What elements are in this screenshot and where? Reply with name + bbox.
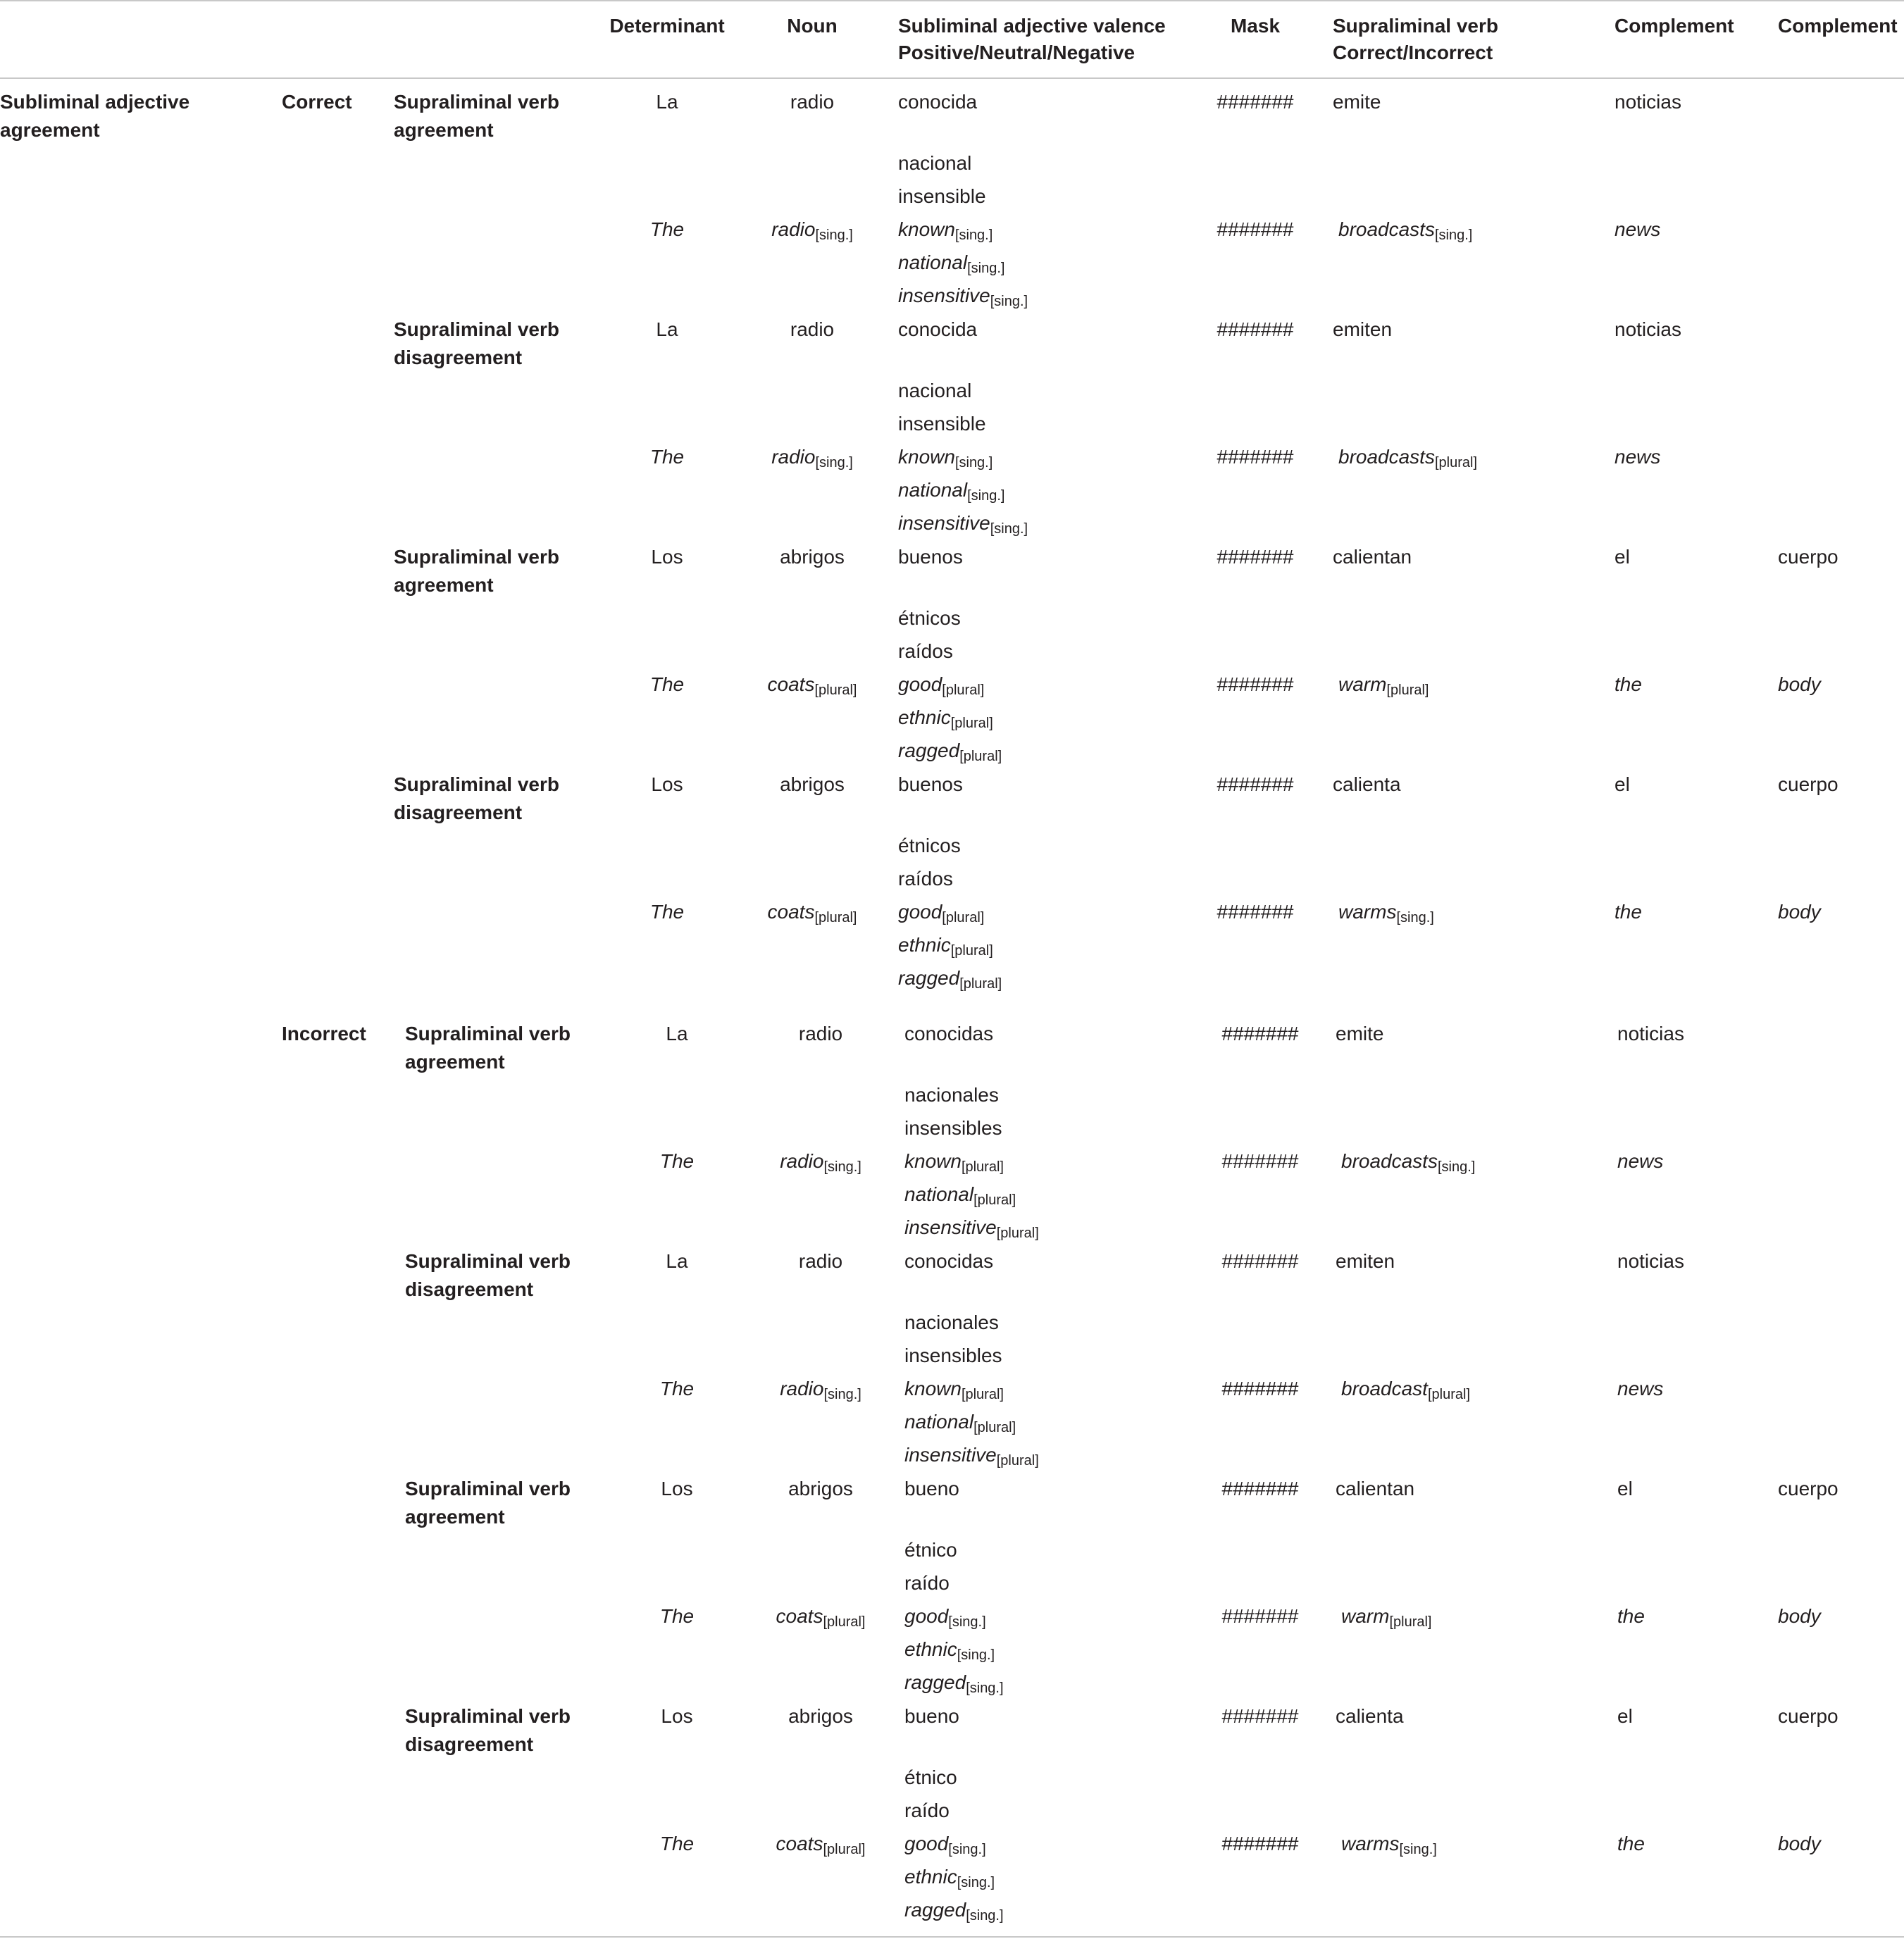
header-valence-line1: Subliminal adjective valence bbox=[898, 15, 1166, 37]
mask: ####### bbox=[1221, 1833, 1299, 1854]
table-bottom-rule bbox=[0, 1936, 1904, 1938]
english-verb-word: warms$_{[sing.]}$ bbox=[1341, 1833, 1437, 1857]
english-noun bbox=[771, 445, 853, 469]
spanish-adjective: étnico bbox=[904, 1766, 957, 1788]
spanish-adjective: conocida bbox=[898, 318, 978, 340]
spanish-adjective: nacional bbox=[898, 152, 972, 174]
spanish-adjective: insensible bbox=[898, 413, 986, 435]
spanish-complement-1: el bbox=[1617, 1705, 1633, 1727]
spanish-adjective: étnicos bbox=[898, 835, 961, 856]
condition-label-line1: Supraliminal verb bbox=[394, 318, 559, 340]
condition-label-line2: agreement bbox=[405, 1506, 505, 1528]
english-adjective-word: ragged$_{[plural]}$ bbox=[898, 740, 1002, 764]
mask: ####### bbox=[1217, 318, 1294, 340]
english-complement-1: news bbox=[1614, 218, 1661, 240]
condition-label-line2: agreement bbox=[405, 1051, 505, 1073]
english-complement-1: news bbox=[1614, 446, 1661, 468]
mask: ####### bbox=[1217, 218, 1294, 240]
table-top-rule bbox=[0, 0, 1904, 1]
english-adjective-word: insensitive$_{[plural]}$ bbox=[904, 1444, 1039, 1468]
spanish-adjective: bueno bbox=[904, 1478, 959, 1499]
spanish-complement-1: el bbox=[1614, 546, 1630, 568]
english-complement-1: the bbox=[1614, 901, 1642, 923]
spanish-adjective: nacionales bbox=[904, 1311, 999, 1333]
english-verb bbox=[1338, 445, 1477, 469]
spanish-adjective: buenos bbox=[898, 546, 963, 568]
spanish-noun: abrigos bbox=[788, 1705, 853, 1727]
english-adjective-word: ragged$_{[plural]}$ bbox=[898, 967, 1002, 992]
english-determinant: The bbox=[659, 1605, 695, 1627]
english-verb-grammar-tag: [sing.] bbox=[1434, 227, 1473, 243]
row-label-line2: agreement bbox=[0, 119, 100, 141]
spanish-complement-1: el bbox=[1617, 1478, 1633, 1499]
spanish-determinant: La bbox=[666, 1023, 688, 1045]
english-complement-1: news bbox=[1617, 1378, 1664, 1399]
spanish-adjective: insensible bbox=[898, 185, 986, 207]
english-noun-grammar-tag: [sing.] bbox=[823, 1387, 861, 1402]
mask: ####### bbox=[1221, 1378, 1299, 1399]
spanish-adjective: raídos bbox=[898, 868, 953, 890]
spanish-verb: calientan bbox=[1336, 1478, 1415, 1499]
spanish-adjective: buenos bbox=[898, 773, 963, 795]
spanish-verb: calienta bbox=[1333, 773, 1401, 795]
english-verb-word: broadcasts$_{[sing.]}$ bbox=[1341, 1150, 1476, 1175]
english-verb-word: warm$_{[plural]}$ bbox=[1341, 1605, 1432, 1630]
condition-label-line1: Supraliminal verb bbox=[394, 773, 559, 795]
english-noun bbox=[780, 1377, 861, 1401]
english-complement-2: body bbox=[1778, 1605, 1821, 1627]
spanish-verb: emite bbox=[1333, 91, 1381, 113]
english-noun bbox=[776, 1832, 866, 1856]
english-adjective-grammar-tag: [plural] bbox=[942, 910, 985, 925]
english-adjective-grammar-tag: [sing.] bbox=[990, 294, 1028, 309]
english-adjective-word: known$_{[plural]}$ bbox=[904, 1150, 1004, 1175]
english-adjective-word: known$_{[sing.]}$ bbox=[898, 446, 993, 470]
spanish-adjective: nacionales bbox=[904, 1084, 999, 1106]
spanish-determinant: Los bbox=[651, 773, 683, 795]
english-adjective-grammar-tag: [sing.] bbox=[954, 227, 993, 243]
spanish-adjective: conocidas bbox=[904, 1023, 994, 1045]
english-noun-grammar-tag: [sing.] bbox=[823, 1159, 861, 1175]
spanish-verb: calientan bbox=[1333, 546, 1412, 568]
spanish-complement-2: cuerpo bbox=[1778, 546, 1838, 568]
english-adjective-grammar-tag: [plural] bbox=[996, 1453, 1039, 1468]
english-verb bbox=[1341, 1149, 1475, 1173]
english-adjective-grammar-tag: [sing.] bbox=[948, 1842, 986, 1857]
english-adjective-grammar-tag: [plural] bbox=[950, 943, 993, 959]
english-adjective-word: good$_{[sing.]}$ bbox=[904, 1605, 986, 1630]
english-determinant: The bbox=[649, 673, 685, 695]
english-adjective-word: insensitive$_{[sing.]}$ bbox=[898, 285, 1028, 309]
english-determinant: The bbox=[659, 1378, 695, 1399]
english-adjective bbox=[904, 1898, 1004, 1922]
spanish-adjective: étnico bbox=[904, 1539, 957, 1561]
english-noun-grammar-tag: [plural] bbox=[823, 1842, 866, 1857]
english-adjective-word: ethnic$_{[plural]}$ bbox=[898, 706, 993, 731]
english-adjective bbox=[904, 1865, 995, 1889]
english-adjective-grammar-tag: [plural] bbox=[973, 1420, 1016, 1435]
english-adjective bbox=[898, 284, 1028, 308]
spanish-adjective: raído bbox=[904, 1800, 950, 1821]
english-adjective bbox=[898, 966, 1002, 990]
english-complement-1: the bbox=[1617, 1605, 1645, 1627]
english-adjective bbox=[904, 1604, 986, 1628]
english-verb-grammar-tag: [sing.] bbox=[1399, 1842, 1437, 1857]
english-adjective bbox=[904, 1671, 1004, 1695]
english-noun-word: coats$_{[plural]}$ bbox=[767, 901, 857, 925]
row-label-line1: Subliminal adjective bbox=[0, 91, 190, 113]
mask: ####### bbox=[1221, 1250, 1299, 1272]
spanish-determinant: La bbox=[656, 91, 678, 113]
english-adjective-word: ethnic$_{[sing.]}$ bbox=[904, 1638, 995, 1663]
spanish-complement-1: noticias bbox=[1617, 1250, 1684, 1272]
english-complement-2: body bbox=[1778, 901, 1821, 923]
spanish-verb: emiten bbox=[1333, 318, 1393, 340]
spanish-noun: radio bbox=[790, 318, 835, 340]
english-adjective bbox=[898, 218, 993, 242]
english-noun-word: radio$_{[sing.]}$ bbox=[771, 446, 853, 470]
english-noun-word: radio$_{[sing.]}$ bbox=[780, 1150, 861, 1175]
condition-label-line1: Supraliminal verb bbox=[405, 1478, 571, 1499]
english-verb bbox=[1341, 1832, 1437, 1856]
header-bottom-rule bbox=[0, 77, 1904, 79]
condition-label-line1: Supraliminal verb bbox=[405, 1250, 571, 1272]
english-noun-grammar-tag: [sing.] bbox=[815, 455, 853, 470]
english-adjective-grammar-tag: [sing.] bbox=[954, 455, 993, 470]
english-adjective-grammar-tag: [sing.] bbox=[957, 1875, 995, 1890]
spanish-complement-2: cuerpo bbox=[1778, 1478, 1838, 1499]
mask: ####### bbox=[1221, 1150, 1299, 1172]
english-adjective-word: good$_{[plural]}$ bbox=[898, 673, 985, 698]
english-adjective-word: national$_{[sing.]}$ bbox=[898, 251, 1005, 276]
english-adjective bbox=[904, 1638, 995, 1661]
spanish-adjective: insensibles bbox=[904, 1345, 1002, 1366]
english-noun bbox=[768, 673, 857, 697]
mask: ####### bbox=[1221, 1705, 1299, 1727]
english-noun-grammar-tag: [plural] bbox=[814, 910, 857, 925]
header-mask: Mask bbox=[1230, 15, 1281, 37]
header-complement-1: Complement bbox=[1614, 15, 1734, 37]
condition-label-line2: disagreement bbox=[405, 1733, 534, 1755]
english-verb bbox=[1338, 900, 1434, 924]
english-determinant: The bbox=[649, 218, 685, 240]
header-complement-2: Complement bbox=[1778, 15, 1898, 37]
english-adjective bbox=[904, 1443, 1039, 1467]
spanish-noun: abrigos bbox=[780, 546, 845, 568]
english-adjective bbox=[898, 445, 993, 469]
condition-label-line2: agreement bbox=[394, 574, 494, 596]
mask: ####### bbox=[1217, 446, 1294, 468]
english-adjective bbox=[898, 900, 984, 924]
spanish-complement-1: el bbox=[1614, 773, 1630, 795]
english-adjective bbox=[898, 511, 1028, 535]
english-adjective bbox=[904, 1377, 1004, 1401]
mask: ####### bbox=[1217, 673, 1294, 695]
mask: ####### bbox=[1221, 1023, 1299, 1045]
condition-label-line1: Supraliminal verb bbox=[394, 546, 559, 568]
spanish-determinant: Los bbox=[651, 546, 683, 568]
english-noun-word: coats$_{[plural]}$ bbox=[776, 1833, 866, 1857]
spanish-noun: abrigos bbox=[788, 1478, 853, 1499]
spanish-determinant: Los bbox=[661, 1478, 693, 1499]
english-adjective-grammar-tag: [plural] bbox=[959, 749, 1002, 764]
spanish-adjective: insensibles bbox=[904, 1117, 1002, 1139]
mask: ####### bbox=[1217, 901, 1294, 923]
spanish-determinant: La bbox=[666, 1250, 688, 1272]
english-noun bbox=[780, 1149, 861, 1173]
english-noun-word: coats$_{[plural]}$ bbox=[776, 1605, 866, 1630]
header-verb-line2: Correct/Incorrect bbox=[1333, 42, 1493, 63]
spanish-adjective: conocidas bbox=[904, 1250, 994, 1272]
spanish-adjective: étnicos bbox=[898, 607, 961, 629]
english-adjective-grammar-tag: [sing.] bbox=[948, 1614, 986, 1630]
condition-label-line1: Supraliminal verb bbox=[394, 91, 559, 113]
english-verb-grammar-tag: [plural] bbox=[1386, 682, 1429, 698]
english-adjective bbox=[898, 478, 1004, 502]
mask: ####### bbox=[1221, 1605, 1299, 1627]
condition-label-line2: disagreement bbox=[394, 802, 523, 823]
english-adjective-word: good$_{[plural]}$ bbox=[898, 901, 985, 925]
spanish-noun: radio bbox=[798, 1250, 843, 1272]
english-determinant: The bbox=[649, 446, 685, 468]
spanish-adjective: raídos bbox=[898, 640, 953, 662]
spanish-determinant: Los bbox=[661, 1705, 693, 1727]
english-adjective-grammar-tag: [sing.] bbox=[966, 1680, 1004, 1696]
spanish-complement-2: cuerpo bbox=[1778, 1705, 1838, 1727]
english-adjective-grammar-tag: [plural] bbox=[959, 976, 1002, 992]
english-complement-1: news bbox=[1617, 1150, 1664, 1172]
english-adjective bbox=[898, 706, 993, 730]
spanish-adjective: conocida bbox=[898, 91, 978, 113]
english-verb-grammar-tag: [plural] bbox=[1427, 1387, 1470, 1402]
english-noun-word: radio$_{[sing.]}$ bbox=[780, 1378, 861, 1402]
condition-label-line1: Supraliminal verb bbox=[405, 1023, 571, 1045]
spanish-verb: emite bbox=[1336, 1023, 1384, 1045]
mask: ####### bbox=[1217, 773, 1294, 795]
group-label: Incorrect bbox=[282, 1023, 366, 1045]
english-verb-grammar-tag: [sing.] bbox=[1396, 910, 1434, 925]
english-verb bbox=[1341, 1604, 1431, 1628]
condition-label-line2: disagreement bbox=[394, 347, 523, 368]
condition-label-line1: Supraliminal verb bbox=[405, 1705, 571, 1727]
english-adjective bbox=[904, 1832, 986, 1856]
english-adjective bbox=[898, 251, 1004, 275]
english-adjective-word: known$_{[plural]}$ bbox=[904, 1378, 1004, 1402]
english-adjective-word: good$_{[sing.]}$ bbox=[904, 1833, 986, 1857]
condition-label-line2: agreement bbox=[394, 119, 494, 141]
english-verb-grammar-tag: [plural] bbox=[1434, 455, 1477, 470]
english-adjective bbox=[904, 1216, 1039, 1240]
spanish-complement-1: noticias bbox=[1614, 91, 1681, 113]
spanish-determinant: La bbox=[656, 318, 678, 340]
english-adjective-grammar-tag: [plural] bbox=[996, 1226, 1039, 1241]
mask: ####### bbox=[1221, 1478, 1299, 1499]
english-verb-grammar-tag: [plural] bbox=[1389, 1614, 1432, 1630]
english-adjective-grammar-tag: [plural] bbox=[950, 716, 993, 731]
english-determinant: The bbox=[659, 1150, 695, 1172]
english-adjective bbox=[898, 933, 993, 957]
english-complement-1: the bbox=[1617, 1833, 1645, 1854]
english-noun bbox=[768, 900, 857, 924]
mask: ####### bbox=[1217, 91, 1294, 113]
english-noun bbox=[776, 1604, 866, 1628]
english-determinant: The bbox=[649, 901, 685, 923]
english-adjective-word: ethnic$_{[sing.]}$ bbox=[904, 1866, 995, 1890]
spanish-complement-1: noticias bbox=[1614, 318, 1681, 340]
english-noun-grammar-tag: [plural] bbox=[823, 1614, 866, 1630]
header-determinant: Determinant bbox=[609, 15, 725, 37]
english-adjective-word: insensitive$_{[sing.]}$ bbox=[898, 512, 1028, 537]
english-verb-word: broadcast$_{[plural]}$ bbox=[1341, 1378, 1470, 1402]
english-verb-grammar-tag: [sing.] bbox=[1437, 1159, 1476, 1175]
mask: ####### bbox=[1217, 546, 1294, 568]
spanish-complement-2: cuerpo bbox=[1778, 773, 1838, 795]
spanish-verb: emiten bbox=[1336, 1250, 1395, 1272]
english-verb-word: warm$_{[plural]}$ bbox=[1338, 673, 1429, 698]
spanish-adjective: bueno bbox=[904, 1705, 959, 1727]
header-verb-line1: Supraliminal verb bbox=[1333, 15, 1498, 37]
english-noun-grammar-tag: [sing.] bbox=[815, 227, 853, 243]
spanish-noun: radio bbox=[798, 1023, 843, 1045]
english-adjective-grammar-tag: [sing.] bbox=[990, 521, 1028, 537]
english-verb bbox=[1338, 673, 1429, 697]
spanish-complement-1: noticias bbox=[1617, 1023, 1684, 1045]
english-noun-word: coats$_{[plural]}$ bbox=[767, 673, 857, 698]
english-noun-word: radio$_{[sing.]}$ bbox=[771, 218, 853, 243]
english-adjective bbox=[904, 1149, 1004, 1173]
english-determinant: The bbox=[659, 1833, 695, 1854]
english-adjective bbox=[898, 673, 984, 697]
english-adjective-word: insensitive$_{[plural]}$ bbox=[904, 1216, 1039, 1241]
english-adjective-word: national$_{[plural]}$ bbox=[904, 1183, 1016, 1208]
english-verb bbox=[1341, 1377, 1470, 1401]
english-noun-grammar-tag: [plural] bbox=[814, 682, 857, 698]
english-adjective-word: national$_{[plural]}$ bbox=[904, 1411, 1016, 1435]
condition-label-line2: disagreement bbox=[405, 1278, 534, 1300]
english-adjective bbox=[898, 739, 1002, 763]
spanish-noun: abrigos bbox=[780, 773, 845, 795]
english-complement-2: body bbox=[1778, 1833, 1821, 1854]
english-adjective-grammar-tag: [plural] bbox=[942, 682, 985, 698]
header-valence-line2: Positive/Neutral/Negative bbox=[898, 42, 1135, 63]
english-verb-word: warms$_{[sing.]}$ bbox=[1338, 901, 1434, 925]
english-adjective-grammar-tag: [sing.] bbox=[967, 488, 1005, 504]
english-adjective-grammar-tag: [plural] bbox=[973, 1192, 1016, 1208]
english-adjective-word: ragged$_{[sing.]}$ bbox=[904, 1899, 1004, 1923]
english-adjective-word: ethnic$_{[plural]}$ bbox=[898, 934, 993, 959]
english-adjective-grammar-tag: [plural] bbox=[961, 1159, 1004, 1175]
english-complement-2: body bbox=[1778, 673, 1821, 695]
spanish-noun: radio bbox=[790, 91, 835, 113]
header-noun: Noun bbox=[787, 15, 838, 37]
english-adjective-grammar-tag: [plural] bbox=[961, 1387, 1004, 1402]
english-adjective bbox=[904, 1410, 1016, 1434]
english-verb-word: broadcasts$_{[sing.]}$ bbox=[1338, 218, 1473, 243]
english-adjective bbox=[904, 1183, 1016, 1206]
english-verb-word: broadcasts$_{[plural]}$ bbox=[1338, 446, 1477, 470]
english-verb bbox=[1338, 218, 1472, 242]
group-label: Correct bbox=[282, 91, 352, 113]
english-adjective-word: known$_{[sing.]}$ bbox=[898, 218, 993, 243]
english-adjective-grammar-tag: [sing.] bbox=[967, 261, 1005, 276]
english-adjective-grammar-tag: [sing.] bbox=[957, 1647, 995, 1663]
english-noun bbox=[771, 218, 853, 242]
spanish-adjective: raído bbox=[904, 1572, 950, 1594]
english-adjective-word: ragged$_{[sing.]}$ bbox=[904, 1671, 1004, 1696]
spanish-verb: calienta bbox=[1336, 1705, 1404, 1727]
english-adjective-word: national$_{[sing.]}$ bbox=[898, 479, 1005, 504]
spanish-adjective: nacional bbox=[898, 380, 972, 401]
english-adjective-grammar-tag: [sing.] bbox=[966, 1908, 1004, 1923]
english-complement-1: the bbox=[1614, 673, 1642, 695]
